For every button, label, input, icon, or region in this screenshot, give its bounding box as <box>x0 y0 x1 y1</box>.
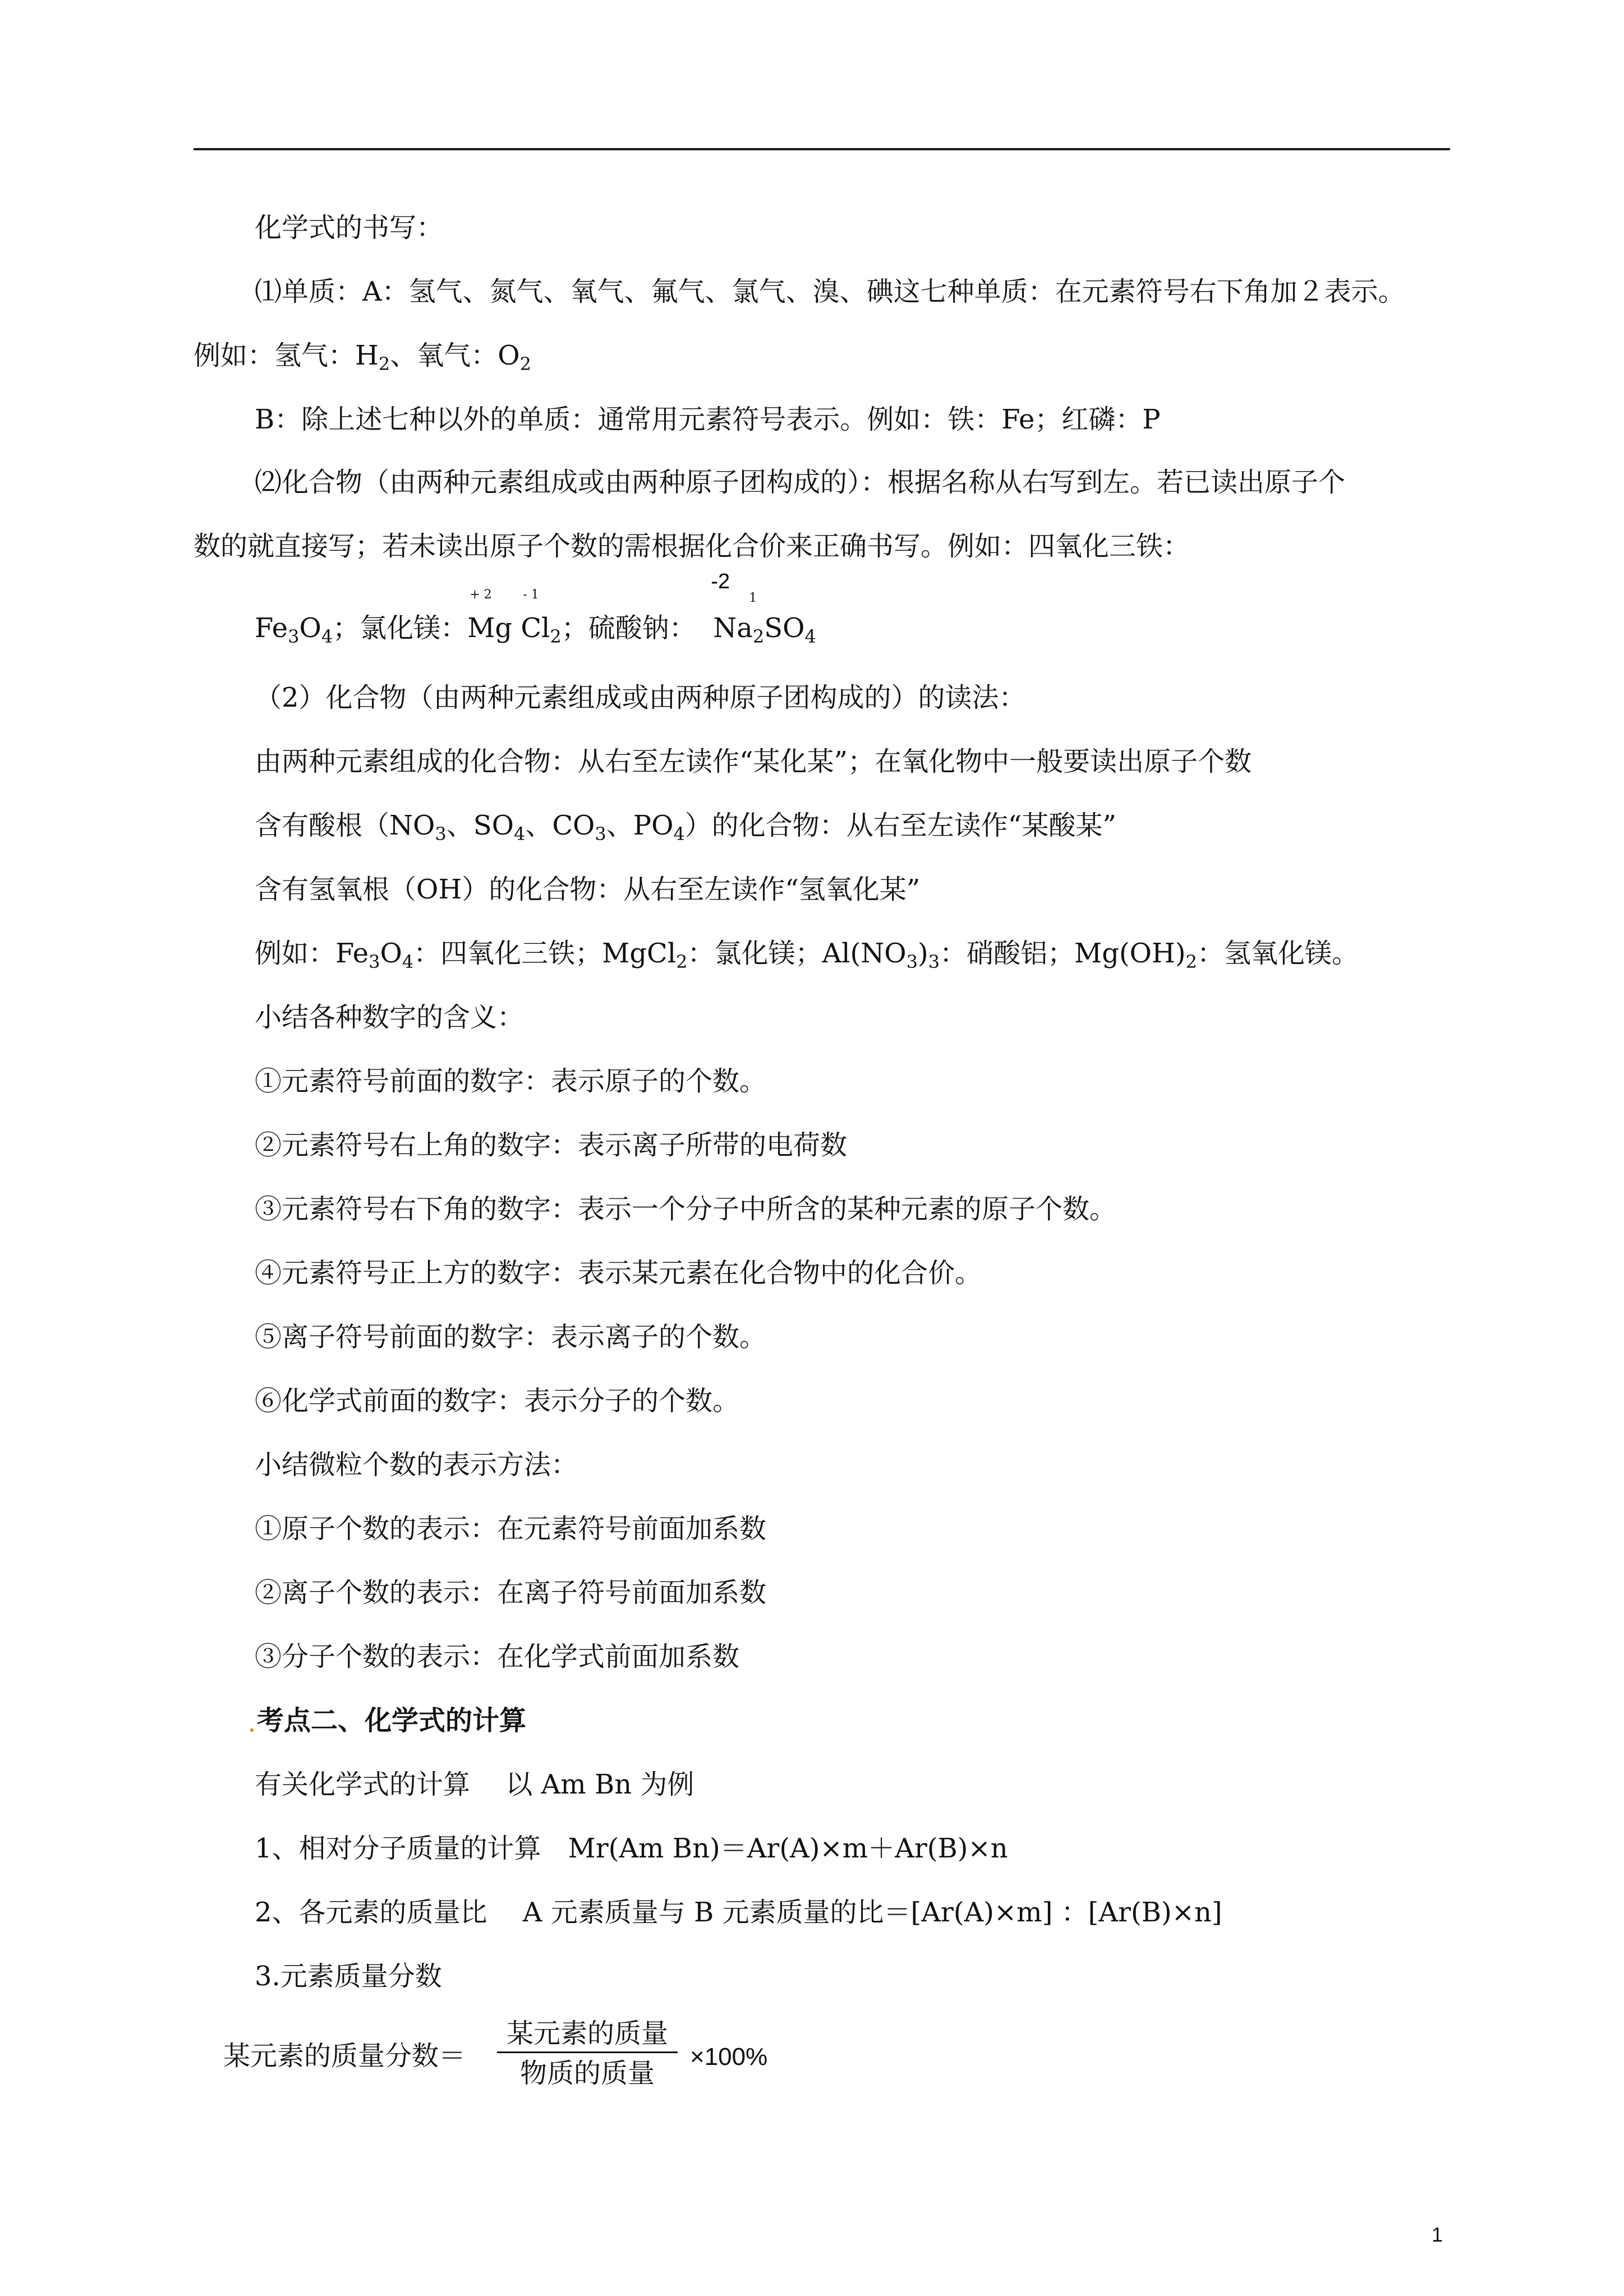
meaning-item: ④元素符号正上方的数字：表示某元素在化合物中的化合价。 <box>255 1257 982 1289</box>
bullet-dot <box>250 1728 254 1732</box>
formula-examples-line: $Fe_3O_4$；氯化镁： + 2 Mg - 1 $Cl_2$；硫酸钠： -2 1 $Na_2SO_4$ <box>255 570 816 647</box>
particle-item: ③分子个数的表示：在化学式前面加系数 <box>255 1641 740 1672</box>
mass-fraction-label: 某元素的质量分数＝ <box>223 2040 466 2072</box>
multiply-percent: ×100% <box>690 2043 768 2071</box>
meaning-item: ②元素符号右上角的数字：表示离子所带的电荷数 <box>255 1129 848 1161</box>
paragraph-elements-line1: ⑴单质：A：氢气、氮气、氧气、氟气、氯气、溴、碘这七种单质：在元素符号右下角加２表示。 <box>255 276 1405 307</box>
paragraph-compounds-line2: 数的就直接写；若未读出原子个数的需根据化合价来正确书写。例如：四氧化三铁： <box>194 531 1190 562</box>
summary-particles-title: 小结微粒个数的表示方法： <box>255 1449 578 1481</box>
paragraph-compounds-line1: ⑵化合物（由两种元素组成或由两种原子团构成的）：根据名称从右写到左。若已读出原子个 <box>255 467 1346 498</box>
calc-mass-fraction-title: 3.元素质量分数 <box>255 1961 442 1992</box>
particle-item: ①原子个数的表示：在元素符号前面加系数 <box>255 1513 767 1545</box>
calc-intro: 有关化学式的计算 以 Am Bn 为例 <box>255 1769 694 1800</box>
na-valence-symbol: -2 1 Na <box>711 570 757 644</box>
paragraph-reading-title: （2）化合物（由两种元素组成或由两种原子团构成的）的读法： <box>255 682 1026 713</box>
paragraph-hydroxide: 含有氢氧根（OH）的化合物：从右至左读作“氢氧化某” <box>255 874 921 905</box>
paragraph-elements-line2: 例如：氢气：$H_2$、氧气：$O_2$ <box>194 340 531 375</box>
meaning-item: ⑤离子符号前面的数字：表示离子的个数。 <box>255 1321 767 1353</box>
page-number: 1 <box>1432 2223 1443 2246</box>
section-title: 化学式的书写： <box>255 212 444 243</box>
fraction-bar <box>497 2051 678 2053</box>
paragraph-acid-radical: 含有酸根（$NO_3$、$SO_4$、$CO_3$、$PO_4$）的化合物：从右至左读作“某酸某” <box>255 810 1116 845</box>
paragraph-binary-compound: 由两种元素组成的化合物：从右至左读作“某化某”；在氧化物中一般要读出原子个数 <box>255 746 1252 777</box>
meaning-item: ⑥化学式前面的数字：表示分子的个数。 <box>255 1385 740 1417</box>
calc-molecular-mass: 1、相对分子质量的计算 Mr(Am Bn)＝Ar(A)×m＋Ar(B)×n <box>255 1833 1008 1864</box>
fraction-denominator: 物质的质量 <box>519 2058 655 2089</box>
cl-valence-symbol: - 1 Cl <box>521 588 550 644</box>
paragraph-other-elements: B：除上述七种以外的单质：通常用元素符号表示。例如：铁：Fe；红磷：P <box>255 404 1161 435</box>
header-rule <box>194 148 1450 150</box>
mg-valence-symbol: + 2 Mg <box>467 588 513 644</box>
calc-mass-ratio: 2、各元素的质量比 A 元素质量与 B 元素质量的比＝[Ar(A)×m] ：[Ar(B)×n] <box>255 1897 1222 1928</box>
summary-digits-title: 小结各种数字的含义： <box>255 1002 525 1033</box>
mass-fraction-formula <box>495 2017 680 2090</box>
meaning-item: ①元素符号前面的数字：表示原子的个数。 <box>255 1066 767 1097</box>
meaning-item: ③元素符号右下角的数字：表示一个分子中所含的某种元素的原子个数。 <box>255 1193 1117 1225</box>
section-heading: 考点二、化学式的计算 <box>250 1704 526 1737</box>
fraction-numerator: 某元素的质量 <box>506 2018 668 2049</box>
paragraph-examples: 例如：$Fe_3O_4$：四氧化三铁；MgCl$_2$：氯化镁；$Al(NO_3)_3$：硝酸铝；$Mg(OH)_2$：氢氧化镁。 <box>255 938 1359 972</box>
particle-item: ②离子个数的表示：在离子符号前面加系数 <box>255 1577 767 1608</box>
